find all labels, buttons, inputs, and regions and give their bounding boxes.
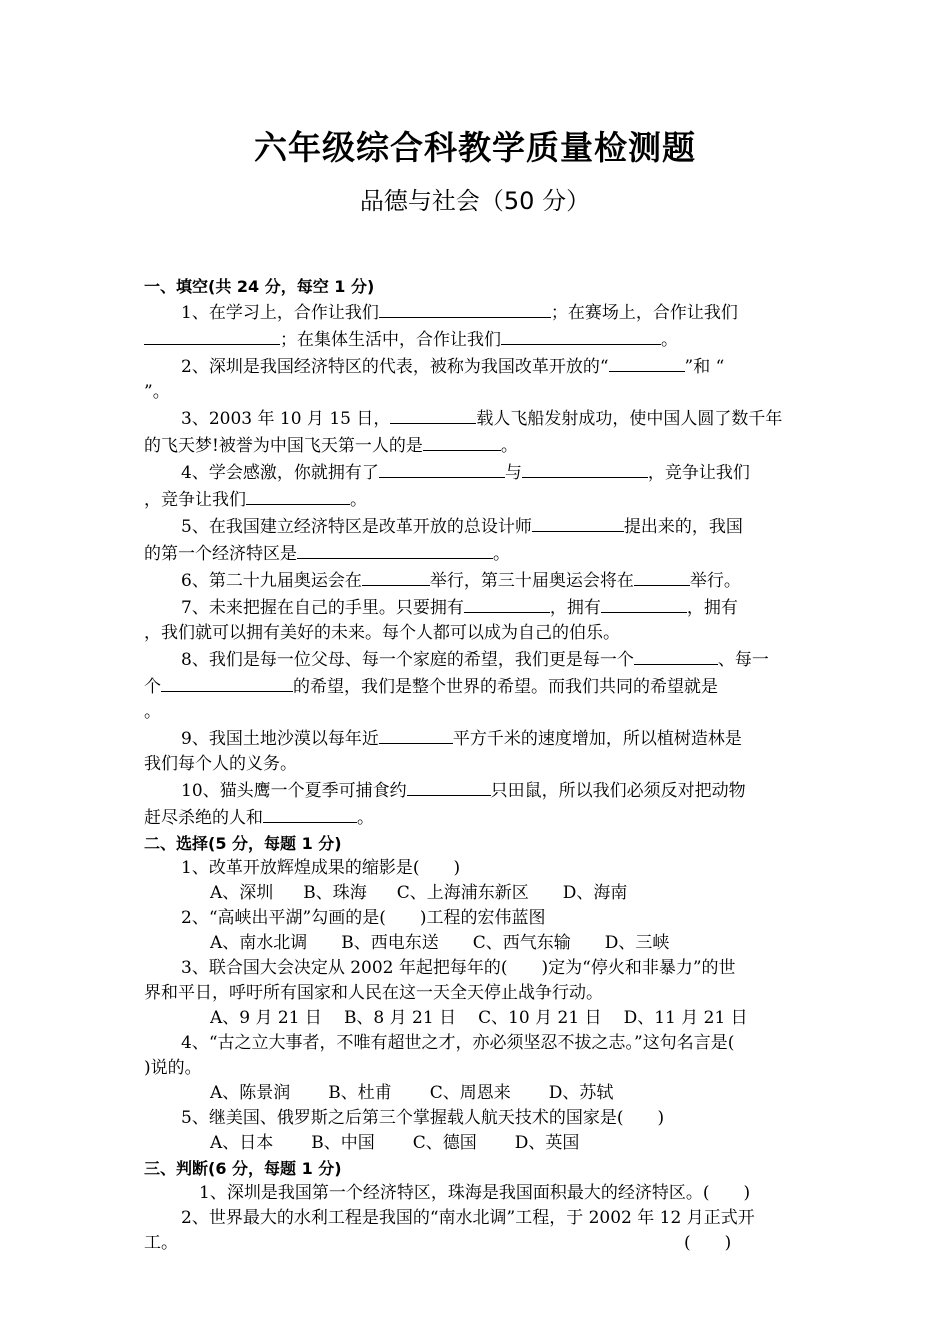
choice-q2-options — [144, 931, 808, 956]
fill-q5-text-a: 5、在我国建立经济特区是改革开放的总设计师 — [181, 517, 532, 537]
option[interactable]: D、三峡 — [604, 933, 670, 953]
fill-q4-line2 — [144, 486, 808, 513]
option[interactable]: B、珠海 — [303, 883, 367, 903]
option[interactable]: C、10 月 21 日 — [478, 1008, 602, 1028]
fill-q3-text-c: 的飞天梦!被誉为中国飞天第一人的是 — [144, 436, 423, 456]
fill-q10-text-d: 。 — [357, 808, 374, 828]
option[interactable]: C、上海浦东新区 — [396, 883, 529, 903]
fill-q5-text-d: 。 — [493, 544, 510, 564]
option[interactable]: B、西电东送 — [341, 933, 439, 953]
fill-q5-text-c: 的第一个经济特区是 — [144, 544, 297, 564]
option[interactable]: A、深圳 — [210, 883, 274, 903]
fill-q3-text-d: 。 — [500, 436, 518, 456]
fill-q7-text-c: ，拥有 — [686, 598, 738, 618]
fill-q1-text-a: 1、在学习上，合作让我们 — [181, 303, 379, 323]
fill-q7-line1 — [144, 594, 808, 621]
fill-q5-line1 — [144, 513, 808, 540]
answer-blank[interactable] — [501, 326, 661, 345]
option[interactable]: D、11 月 21 日 — [623, 1008, 748, 1028]
section-judge-heading: 三、判断(6 分，每题 1 分) — [144, 1159, 342, 1178]
answer-blank[interactable] — [601, 594, 687, 613]
fill-q9-text-b: 平方千米的速度增加，所以植树造林是 — [452, 729, 742, 749]
choice-q3-options — [144, 1006, 808, 1031]
answer-blank[interactable] — [634, 567, 690, 586]
page-subtitle: 品德与社会（50 分） — [359, 187, 591, 215]
answer-blank[interactable] — [297, 540, 493, 559]
fill-q1-line2 — [144, 326, 808, 353]
fill-q8-text-d: 的希望，我们是整个世界的希望。而我们共同的希望就是 — [293, 677, 718, 697]
fill-q6-line1 — [144, 567, 808, 594]
answer-blank[interactable] — [379, 299, 551, 318]
fill-q3-text-a: 3、2003 年 10 月 15 日， — [181, 409, 391, 429]
judge-q1: 1、深圳是我国第一个经济特区，珠海是我国面积最大的经济特区。( ) — [199, 1183, 751, 1203]
judge-q2-answer-bracket[interactable]: ( ) — [684, 1233, 732, 1253]
answer-blank[interactable] — [522, 459, 648, 478]
answer-blank[interactable] — [379, 459, 505, 478]
exam-content — [144, 274, 808, 1256]
option[interactable]: B、杜甫 — [328, 1083, 392, 1103]
answer-blank[interactable] — [362, 567, 430, 586]
answer-blank[interactable] — [390, 405, 476, 424]
fill-q2-line1 — [144, 353, 808, 380]
fill-q4-text-a: 4、学会感激，你就拥有了 — [181, 463, 379, 483]
judge-q2-line2 — [144, 1231, 808, 1256]
fill-q7-text-b: ，拥有 — [549, 598, 601, 618]
section-choice-heading: 二、选择(5 分，每题 1 分) — [144, 834, 342, 853]
fill-q8-line2 — [144, 673, 808, 700]
answer-blank[interactable] — [144, 326, 280, 345]
fill-q1-text-c: ；在集体生活中，合作让我们 — [280, 330, 501, 350]
fill-q7-text-a: 7、未来把握在自己的手里。只要拥有 — [181, 598, 464, 618]
fill-q4-text-b: 与 — [504, 463, 522, 483]
fill-q9-line1 — [144, 725, 808, 752]
fill-q6-text-c: 举行。 — [689, 571, 741, 591]
choice-q1-options — [144, 881, 808, 906]
choice-q5-options — [144, 1131, 808, 1156]
choice-q4-line1: 4、“古之立大事者，不唯有超世之才，亦必须坚忍不拔之志。”这句名言是( — [181, 1033, 735, 1053]
fill-q4-text-e: 。 — [350, 490, 367, 510]
fill-q4-text-d: ，竞争让我们 — [144, 490, 246, 510]
answer-blank[interactable] — [263, 804, 357, 823]
fill-q1-text-d: 。 — [661, 330, 678, 350]
option[interactable]: D、海南 — [562, 883, 628, 903]
fill-q9-text-c: 我们每个人的义务。 — [144, 754, 297, 774]
answer-blank[interactable] — [407, 777, 491, 796]
fill-q10-text-a: 10、猫头鹰一个夏季可捕食约 — [181, 781, 407, 801]
fill-q3-text-b: 载人飞船发射成功，使中国人圆了数千年 — [476, 409, 783, 429]
fill-q8-text-e: 。 — [144, 702, 161, 722]
option[interactable]: D、苏轼 — [548, 1083, 614, 1103]
option[interactable]: C、周恩来 — [429, 1083, 511, 1103]
option[interactable]: C、德国 — [412, 1133, 477, 1153]
fill-q6-text-b: 举行，第三十届奥运会将在 — [429, 571, 634, 591]
fill-q8-text-b: 、每一 — [717, 650, 769, 670]
answer-blank[interactable] — [609, 353, 685, 372]
option[interactable]: A、南水北调 — [210, 933, 308, 953]
fill-q10-line2 — [144, 804, 808, 831]
fill-q8-text-a: 8、我们是每一位父母、每一个家庭的希望，我们更是每一个 — [181, 650, 634, 670]
option[interactable]: C、西气东输 — [472, 933, 571, 953]
fill-q3-line1 — [144, 405, 808, 432]
choice-q2: 2、“高峡出平湖”勾画的是( )工程的宏伟蓝图 — [181, 908, 546, 928]
fill-q10-text-c: 赶尽杀绝的人和 — [144, 808, 263, 828]
page-title: 六年级综合科教学质量检测题 — [254, 128, 696, 167]
fill-q1-line1 — [144, 299, 808, 326]
section-fill-heading: 一、填空(共 24 分，每空 1 分) — [144, 277, 375, 296]
option[interactable]: A、9 月 21 日 — [210, 1008, 322, 1028]
fill-q4-line1 — [144, 459, 808, 486]
answer-blank[interactable] — [423, 432, 501, 451]
fill-q7-line2 — [144, 621, 808, 646]
fill-q10-text-b: 只田鼠，所以我们必须反对把动物 — [490, 781, 746, 801]
fill-q7-text-d: ，我们就可以拥有美好的未来。每个人都可以成为自己的伯乐。 — [144, 623, 620, 643]
option[interactable]: B、中国 — [311, 1133, 375, 1153]
option[interactable]: B、8 月 21 日 — [343, 1008, 457, 1028]
fill-q8-line1 — [144, 646, 808, 673]
fill-q10-line1 — [144, 777, 808, 804]
fill-q2-text-b: ”和 “ — [684, 357, 725, 377]
option[interactable]: A、陈景润 — [210, 1083, 291, 1103]
fill-q4-text-c: ，竞争让我们 — [647, 463, 750, 483]
answer-blank[interactable] — [161, 673, 293, 692]
answer-blank[interactable] — [532, 513, 624, 532]
fill-q2-text-a: 2、深圳是我国经济特区的代表，被称为我国改革开放的“ — [181, 357, 609, 377]
fill-q5-text-b: 提出来的，我国 — [623, 517, 743, 537]
fill-q2-line2 — [144, 380, 808, 405]
choice-q4-options — [144, 1081, 808, 1106]
fill-q8-text-c: 个 — [144, 677, 161, 697]
fill-q6-text-a: 6、第二十九届奥运会在 — [181, 571, 362, 591]
fill-q3-line2 — [144, 432, 808, 459]
fill-q5-line2 — [144, 540, 808, 567]
fill-q9-text-a: 9、我国土地沙漠以每年近 — [181, 729, 379, 749]
fill-q2-text-c: ”。 — [144, 382, 170, 402]
fill-q9-line2 — [144, 752, 808, 777]
judge-q2-line1: 2、世界最大的水利工程是我国的“南水北调”工程，于 2002 年 12 月正式开 — [181, 1208, 755, 1228]
answer-blank[interactable] — [464, 594, 550, 613]
fill-q8-line3 — [144, 700, 808, 725]
choice-q1: 1、改革开放辉煌成果的缩影是( ) — [181, 858, 461, 878]
answer-blank[interactable] — [634, 646, 718, 665]
choice-q3-line2: 界和平日，呼吁所有国家和人民在这一天全天停止战争行动。 — [144, 983, 603, 1003]
answer-blank[interactable] — [246, 486, 350, 505]
answer-blank[interactable] — [379, 725, 453, 744]
judge-q2-text: 工。 — [144, 1233, 178, 1253]
choice-q3-line1: 3、联合国大会决定从 2002 年起把每年的( )定为“停火和非暴力”的世 — [181, 958, 736, 978]
choice-q5: 5、继美国、俄罗斯之后第三个掌握载人航天技术的国家是( ) — [181, 1108, 665, 1128]
fill-q1-text-b: ；在赛场上，合作让我们 — [550, 303, 738, 323]
choice-q4-line2: )说的。 — [144, 1058, 202, 1078]
option[interactable]: A、日本 — [210, 1133, 274, 1153]
option[interactable]: D、英国 — [514, 1133, 580, 1153]
